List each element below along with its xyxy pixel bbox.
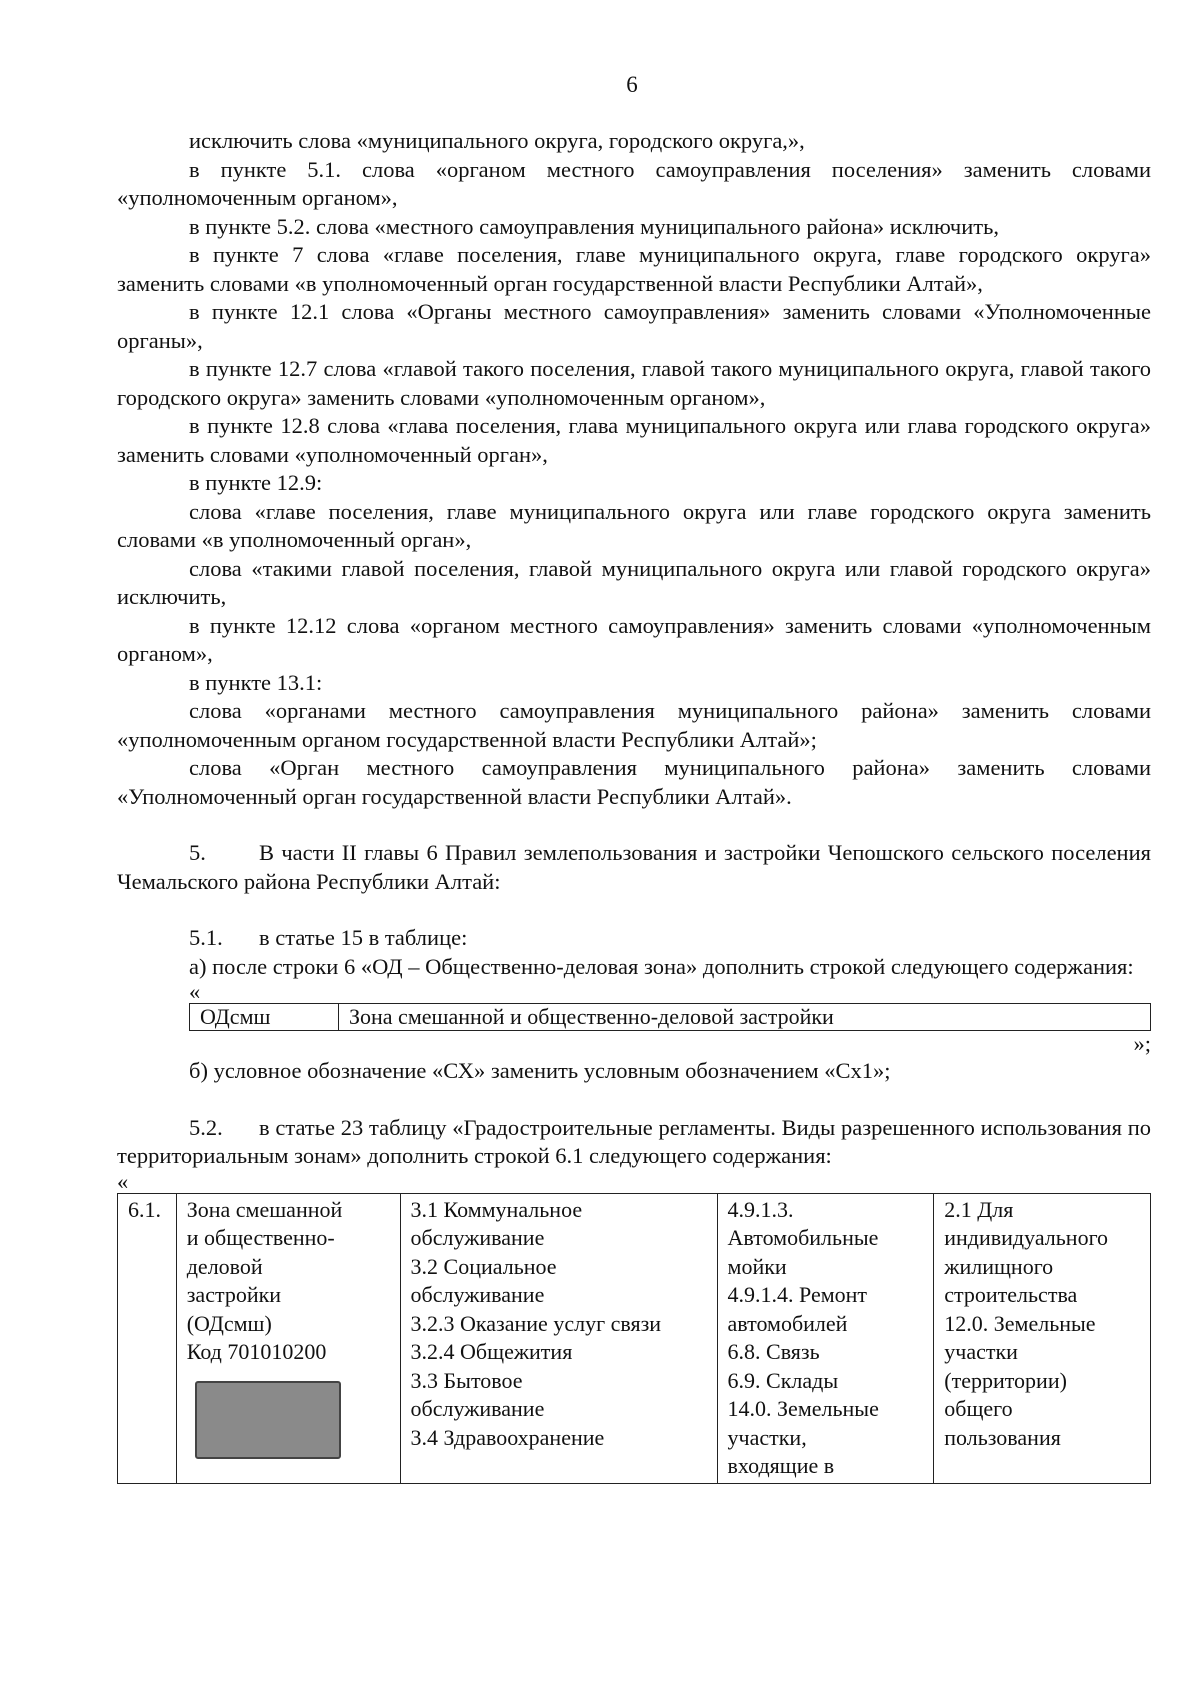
paragraph: в пункте 5.2. слова «местного самоуправления муниципального района» исключить, [189, 213, 999, 239]
section-number: 5. [189, 840, 206, 865]
open-quote: « [117, 1168, 129, 1194]
use-line: 3.3 Бытовое [410, 1367, 523, 1393]
use-line: 6.8. Связь [727, 1339, 820, 1364]
use-line: 3.2.3 Оказание услуг связи [410, 1310, 662, 1336]
section-text: в статье 23 таблицу «Градостроительные регламенты. Виды разрешенного использования по территориальным зонам» дополнить строкой 6.1 следующего содержания: [117, 1114, 1151, 1168]
auxiliary-uses-cell [934, 1193, 1151, 1483]
paragraph: слова «такими главой поселения, главой муниципального округа или главой городского округа» исключить, [117, 555, 1151, 609]
paragraph: в пункте 13.1: [189, 669, 323, 695]
zone-line: Код 701010200 [186, 1339, 327, 1364]
row-number-cell: 6.1. [118, 1193, 177, 1483]
redacted-stamp [195, 1381, 341, 1459]
section-5 [117, 839, 1151, 896]
use-line: 14.0. Земельные [727, 1396, 879, 1421]
zone-line: (ОДсмш) [186, 1310, 272, 1336]
close-quote: »; [1133, 1031, 1151, 1056]
table-row [190, 1004, 1151, 1031]
open-quote: « [189, 979, 201, 1004]
paragraph: в пункте 12.7 слова «главой такого поселения, главой такого муниципального округа, главой такого городского округа» заменить словами «уполномоченным органом», [117, 356, 1151, 410]
use-line: пользования [944, 1424, 1061, 1450]
use-line: обслуживание [410, 1396, 545, 1421]
section-text: В части II главы 6 Правил землепользования и застройки Чепошского сельского поселения Чемальского района Республики Алтай: [117, 840, 1151, 894]
use-line: Автомобильные [727, 1225, 879, 1250]
use-line: 3.4 Здравоохранение [410, 1424, 605, 1450]
use-line: строительства [944, 1282, 1078, 1307]
page-number: 6 [626, 72, 638, 97]
zone-row-table [189, 1003, 1151, 1031]
section-number: 5.2. [189, 1114, 223, 1140]
use-line: участки, [727, 1424, 807, 1450]
use-line: 4.9.1.3. [727, 1196, 794, 1222]
paragraph: в пункте 12.1 слова «Органы местного самоуправления» заменить словами «Уполномоченные органы», [117, 299, 1151, 353]
paragraph: в пункте 7 слова «главе поселения, главе муниципального округа, главе городского округа» заменить словами «в уполномоченный орган государственной власти Республики Алтай», [117, 242, 1151, 296]
use-line: индивидуального [944, 1225, 1109, 1250]
conditional-uses-cell [717, 1193, 934, 1483]
zone-line: застройки [186, 1282, 282, 1307]
section-5-2 [117, 1114, 1151, 1171]
paragraph: в пункте 12.9: [189, 470, 323, 495]
zone-line: деловой [186, 1253, 263, 1279]
use-line: обслуживание [410, 1225, 545, 1250]
use-line: 3.2 Социальное [410, 1253, 557, 1279]
use-line: 12.0. Земельные [944, 1310, 1096, 1336]
paragraph: в пункте 12.12 слова «органом местного самоуправления» заменить словами «уполномоченным органом», [117, 612, 1151, 666]
use-line: 6.9. Склады [727, 1367, 839, 1393]
use-line: (территории) [944, 1367, 1067, 1393]
regulations-table [117, 1193, 1151, 1484]
item-b: б) условное обозначение «СХ» заменить условным обозначением «Сх1»; [189, 1058, 891, 1083]
table-row [118, 1193, 1151, 1483]
paragraph: исключить слова «муниципального округа, городского округа,», [189, 128, 805, 153]
use-line: 3.1 Коммунальное [410, 1196, 583, 1222]
document-body [117, 127, 1151, 1484]
paragraph: слова «главе поселения, главе муниципального округа или главе городского округа заменить словами «в уполномоченный орган», [117, 498, 1151, 552]
use-line: жилищного [944, 1253, 1054, 1279]
use-line: автомобилей [727, 1310, 848, 1336]
use-line: обслуживание [410, 1282, 545, 1307]
section-text: в статье 15 в таблице: [259, 925, 468, 950]
use-line: мойки [727, 1253, 787, 1279]
use-line: 3.2.4 Общежития [410, 1339, 573, 1364]
section-5-1 [117, 924, 1151, 953]
use-line: общего [944, 1396, 1013, 1421]
paragraph: слова «Орган местного самоуправления муниципального района» заменить словами «Уполномоченный орган государственной власти Республики Алтай». [117, 755, 1151, 809]
zone-name-cell: Зона смешанной и общественно-деловой застройки [339, 1004, 1151, 1031]
paragraph: в пункте 5.1. слова «органом местного самоуправления поселения» заменить словами «уполномоченным органом», [117, 156, 1151, 210]
paragraph: в пункте 12.8 слова «глава поселения, глава муниципального округа или глава городского округа» заменить словами «уполномоченный орган», [117, 413, 1151, 467]
zone-line: и общественно- [186, 1225, 335, 1250]
item-a: а) после строки 6 «ОД – Общественно-деловая зона» дополнить строкой следующего содержания: [189, 953, 1134, 979]
use-line: участки [944, 1339, 1018, 1364]
zone-cell [176, 1193, 400, 1483]
section-number: 5.1. [189, 925, 223, 950]
paragraph: слова «органами местного самоуправления муниципального района» заменить словами «уполномоченным органом государственной власти Республики Алтай»; [117, 698, 1151, 752]
zone-code-cell: ОДсмш [190, 1004, 339, 1031]
use-line: входящие в [727, 1453, 835, 1478]
zone-line: Зона смешанной [186, 1196, 343, 1222]
main-uses-cell [400, 1193, 717, 1483]
use-line: 4.9.1.4. Ремонт [727, 1282, 868, 1307]
use-line: 2.1 Для [944, 1196, 1014, 1222]
